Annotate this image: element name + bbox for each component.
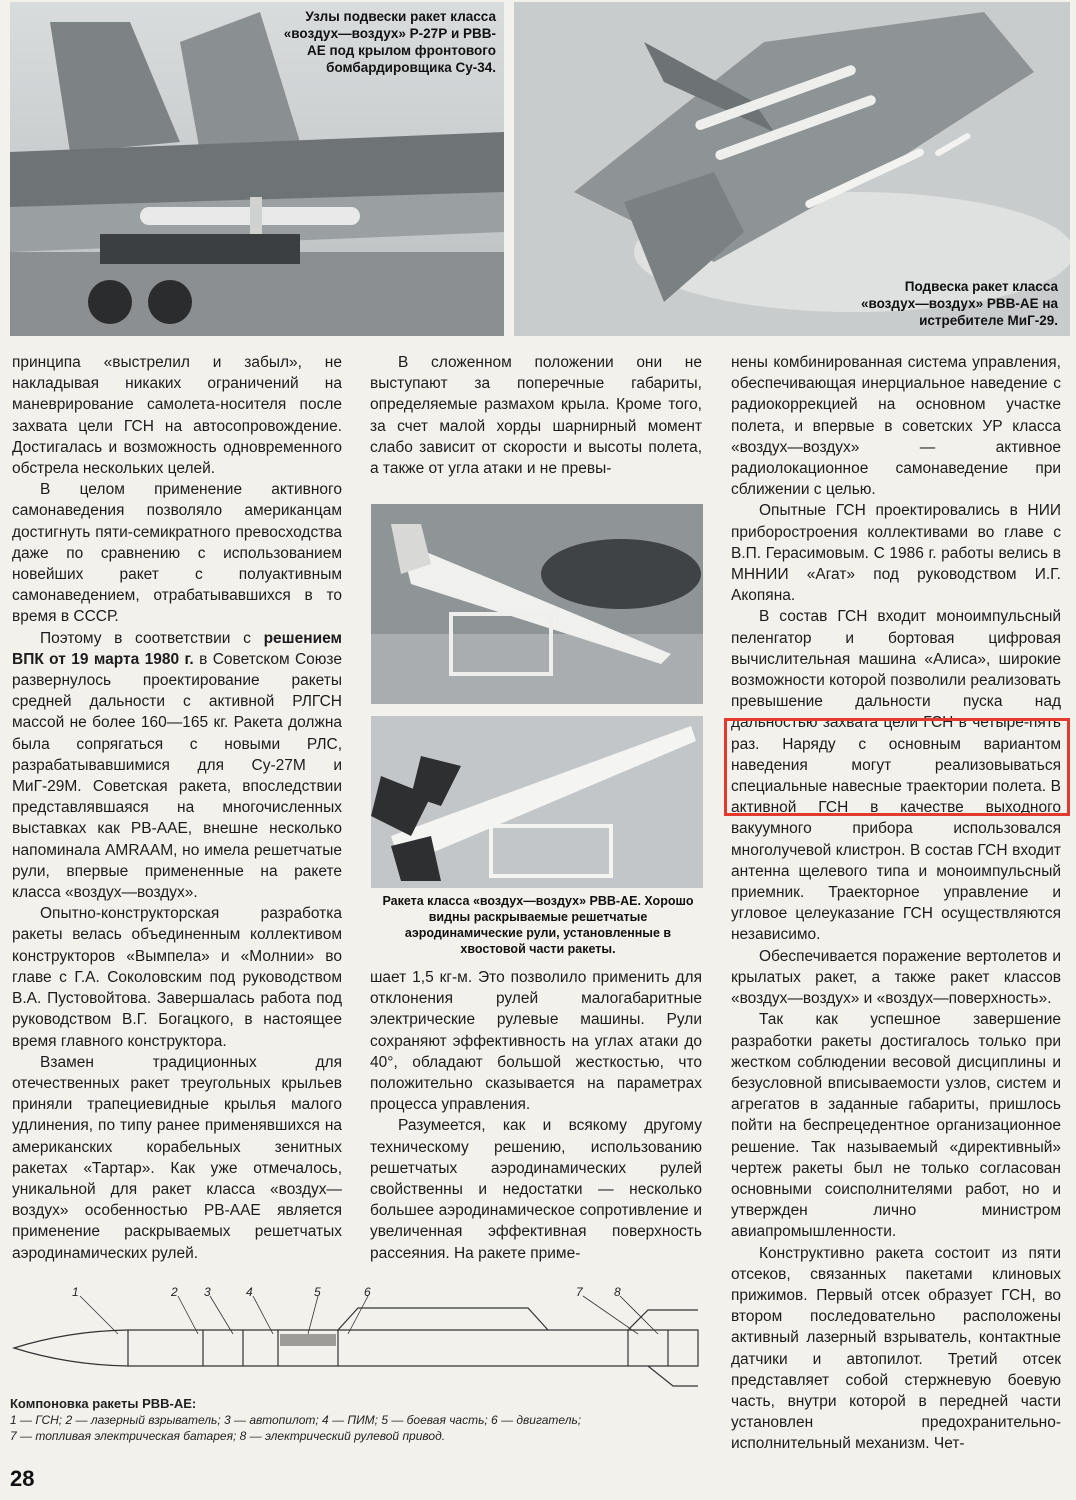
col2-paragraph-3: Разумеется, как и всякому другому техническому решению, использованию решетчатых аэродинамических рулей свойственны и недостатки — несколько большее аэродинамическое сопротивление и увеличенная эффективная поверхность рассеяния. На ракете приме- (370, 1117, 702, 1262)
part-number-2: 2 (171, 1286, 178, 1299)
col1-paragraph-1: принципа «выстрелил и забыл», не накладывая никаких ограничений на маневрирование самолета-носителя после захвата цели ГСН на автосопровождение. Достигалась и возможность одновременного обстрела нескольких целей. (12, 354, 342, 478)
diagram-caption (10, 1396, 710, 1444)
col3-paragraph-4: Обеспечивается поражение вертолетов и крылатых ракет, а также ракет классов «воздух—воздух» и «воздух—поверхность». (731, 947, 1061, 1008)
column-2-bottom (370, 967, 702, 1264)
page-number: 28 (10, 1466, 35, 1491)
missile-photo-2 (371, 716, 703, 888)
col1-paragraph-2: В целом применение активного самонаведения позволяло американцам достигнуть пяти-семикратного превосходства даже по сравнению с использованием новейших ракет с полуактивным самонаведением, отрабатывавшихся в то время в СССР. (12, 481, 342, 626)
missile-grid-fins-illustration (371, 716, 703, 888)
col3-paragraph-5: Так как успешное завершение разработки ракеты достигалось только при жестком соблюдении весовой дисциплины и безусловной вписываемости узлов, систем и агрегатов в заданные габариты, пришлось пойти на беспрецедентное организационное решение. Так называемый «директивный» чертеж ракеты был не только согласован основными соисполнителями работ, но и утвержден лично министром авиапромышленности. (731, 1011, 1061, 1241)
col3-paragraph-2: Опытные ГСН проектировались в НИИ приборостроения коллективами во главе с В.П. Герасимовым. С 1986 г. работы велись в МННИИ «Агат» под руководством И.Г. Акопяна. (731, 502, 1061, 605)
part-number-5: 5 (314, 1286, 321, 1299)
missile-photo-caption: Ракета класса «воздух—воздух» РВВ-АЕ. Хорошо видны раскрываемые решетчатые аэродинамические рули, установленные в хвостовой части ракеты. (382, 894, 694, 956)
column-2-top (370, 352, 702, 479)
col2-paragraph-1: В сложенном положении они не выступают за поперечные габариты, определяемые размахом крыла. Кроме того, за счет малой хорды шарнирный момент слабо зависит от скорости и высоты полета, а также от угла атаки и не превы- (370, 354, 702, 478)
part-number-8: 8 (614, 1286, 621, 1299)
missile-photo-1 (371, 504, 703, 704)
col1-paragraph-3: Поэтому в соответствии с решением ВПК от 19 марта 1980 г. в Советском Союзе развернулось проектирование ракеты средней дальности с активной РЛГСН массой не более 160—165 кг. Ракета должна была сопрягаться с новыми РЛС, разрабатывавшимися для Су-27М и МиГ-29М. Советская ракета, впоследствии представлявшаяся на многочисленных выставках как РВ-ААЕ, внешне несколько напоминала AMRAAM, но имела решетчатые рули, впервые примененные на ракете класса «воздух—воздух». (12, 629, 342, 902)
mig29-caption: Подвеска ракет класса «воздух—воздух» РВВ-АЕ на истребителе МиГ-29. (860, 279, 1058, 328)
diagram-legend-1: 1 — ГСН; 2 — лазерный взрыватель; 3 — автопилот; 4 — ПИМ; 5 — боевая часть; 6 — двигатель; (10, 1413, 582, 1427)
diagram-title: Компоновка ракеты РВВ-АЕ: (10, 1396, 197, 1411)
part-number-3: 3 (204, 1286, 211, 1299)
decision-date: решением ВПК от 19 марта 1980 г. (12, 629, 342, 668)
part-number-1: 1 (72, 1286, 79, 1299)
column-1 (12, 352, 342, 1264)
missile-on-stand-illustration (371, 504, 703, 704)
su34-caption: Узлы подвески ракет класса «воздух—воздух» Р-27Р и РВВ-АЕ под крылом фронтового бомбардировщика Су-34. (283, 9, 496, 75)
diagram-legend-2: 7 — топливая электрическая батарея; 8 — электрический рулевой привод. (10, 1429, 446, 1443)
column-3 (731, 352, 1061, 1455)
warhead-section (280, 1334, 336, 1346)
part-number-7: 7 (576, 1286, 583, 1299)
col3-paragraph-1: нены комбинированная система управления, обеспечивающая инерциальное наведение с радиокоррекцией на основном участке полета, и впервые в советских УР класса «воздух—воздух» — активное радиолокационное самонаведение при сближении с целью. (731, 354, 1061, 499)
col3-paragraph-6: Конструктивно ракета состоит из пяти отсеков, связанных пакетами клиновых прижимов. Первый отсек образует ГСН, во втором последовательно расположены активный лазерный взрыватель, контактные датчики и автопилот. Третий отсек представляет собой стержневую боевую часть, внутри которой в передней части установлен предохранительно-исполнительный механизм. Чет- (731, 1244, 1061, 1453)
highlight-box (724, 718, 1070, 816)
missile-layout-diagram (8, 1286, 714, 1396)
col2-paragraph-2: шает 1,5 кг-м. Это позволило применить для отклонения рулей малогабаритные электрические рулевые машины. Рули сохраняют эффективность на углах атаки до 40°, обладают большой жесткостью, что положительно сказывается на параметрах процесса управления. (370, 969, 702, 1114)
col3-paragraph-3: В состав ГСН входит моноимпульсный пеленгатор и бортовая цифровая вычислительная машина «Алиса», широкие возможности которой позволили реализовать превышение дальности пуска над дальностью захвата цели ГСН в четыре-пять раз. Наряду с основным вариантом наведения могут реализовываться специальные навесные траектории полета. В активной ГСН в качестве выходного вакуумного прибора использовался многолучевой клистрон. В состав ГСН входит антенна щелевого типа и моноимпульсный приемник. Траекторное управление и угловое целеуказание ГСН осуществляются независимо. (731, 608, 1061, 944)
col1-paragraph-4: Опытно-конструкторская разработка ракеты велась объединенным коллективом конструкторов «Вымпела» и «Молнии» во главе с Г.А. Соколовским под руководством В.А. Пустовойтова. Завершалась работа под руководством В.Г. Богацкого, в настоящее время главного конструктора. (12, 905, 342, 1050)
part-number-4: 4 (246, 1286, 253, 1299)
part-number-6: 6 (364, 1286, 371, 1299)
col1-paragraph-5: Взамен традиционных для отечественных ракет треугольных крыльев приняли трапециевидные крылья малого удлинения, по типу ранее применявшихся на американских корабельных зенитных ракетах «Тартар». Как уже отмечалось, уникальной для ракет класса «воздух—воздух» особенностью РВ-ААЕ является применение раскрываемых решетчатых аэродинамических рулей. (12, 1053, 342, 1262)
